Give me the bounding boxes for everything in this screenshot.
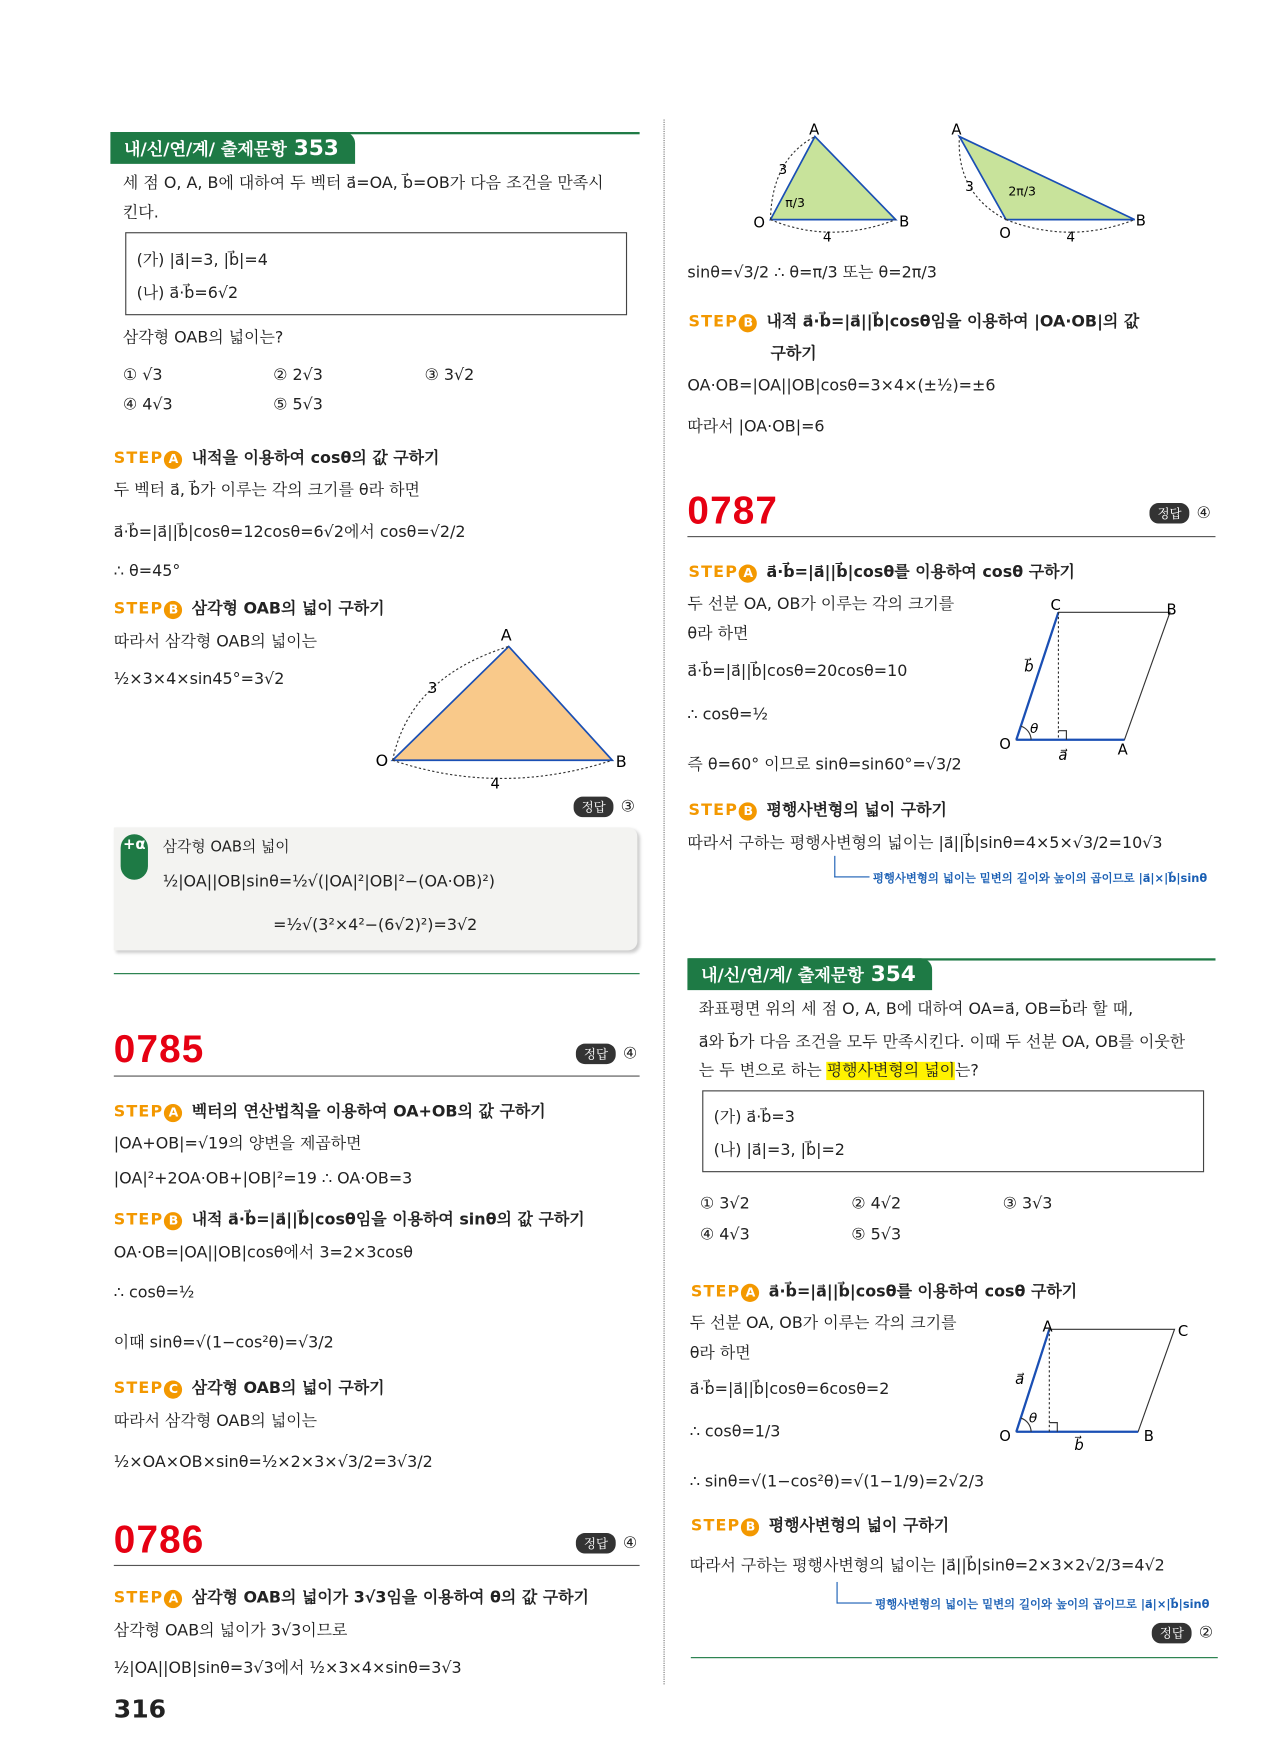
condition: (가) a⃗·b⃗=3	[713, 1108, 795, 1127]
svg-text:A: A	[1117, 741, 1128, 759]
solution-line: θ라 하면	[689, 1344, 751, 1363]
condition: (가) |a⃗|=3, |b⃗|=4	[136, 251, 268, 270]
choice: ⑤ 5√3	[851, 1225, 902, 1244]
step-a: STEP A a⃗·b⃗=|a⃗||b⃗|cosθ를 이용하여 cosθ 구하기	[690, 1282, 1078, 1301]
svg-text:3: 3	[965, 179, 974, 196]
solution-line: a⃗·b⃗=|a⃗||b⃗|cosθ=20cosθ=10	[687, 662, 908, 681]
step-c: STEP C 삼각형 OAB의 넓이 구하기	[113, 1379, 385, 1398]
question-text: 킨다.	[122, 203, 159, 222]
choice: ① √3	[122, 366, 163, 385]
divider	[114, 1565, 640, 1566]
divider	[114, 973, 640, 974]
solution-line: 즉 θ=60° 이므로 sinθ=sin60°=√3/2	[687, 755, 962, 774]
note-pointer	[837, 1582, 872, 1604]
step-title-cont: 구하기	[770, 344, 817, 364]
problem-number: 0785	[113, 1027, 205, 1071]
problem-number: 0787	[687, 489, 779, 533]
step-b: STEP B 평행사변형의 넓이 구하기	[688, 801, 947, 820]
tip-formula: =½√(3²×4²−(6√2)²)=3√2	[273, 916, 478, 935]
choice: ① 3√2	[699, 1195, 750, 1214]
step-a: STEP A 벡터의 연산법칙을 이용하여 OA+OB의 값 구하기	[113, 1102, 546, 1122]
column-divider	[664, 120, 665, 1685]
choice: ③ 3√3	[1002, 1195, 1053, 1214]
parallelogram-diagram	[990, 1309, 1195, 1457]
solution-line: 두 선분 OA, OB가 이루는 각의 크기를	[687, 595, 955, 614]
solution-line: ∴ θ=45°	[113, 562, 181, 581]
choice: ⑤ 5√3	[273, 396, 323, 415]
svg-text:B: B	[1143, 1427, 1154, 1445]
problem-353-header	[110, 132, 354, 164]
header-label: 내/신/연/계/ 출제문항	[124, 138, 287, 160]
question-text: 좌표평면 위의 세 점 O, A, B에 대하여 OA=a⃗, OB=b⃗라 할 때,	[698, 1000, 1134, 1019]
step-a: STEP A a⃗·b⃗=|a⃗||b⃗|cosθ를 이용하여 cosθ 구하기	[688, 563, 1075, 582]
solution-line: 따라서 구하는 평행사변형의 넓이는 |a⃗||b⃗|sinθ=4×5×√3/2=10√3	[687, 834, 1163, 853]
choice: ④ 4√3	[122, 396, 173, 415]
solution-line: 따라서 구하는 평행사변형의 넓이는 |a⃗||b⃗|sinθ=2×3×2√2/3=4√2	[689, 1556, 1165, 1576]
solution-line: a⃗·b⃗=|a⃗||b⃗|cosθ=12cosθ=6√2에서 cosθ=√2/2	[113, 523, 466, 542]
answer-badge: 정답 ③	[574, 797, 635, 817]
solution-line: 이때 sinθ=√(1−cos²θ)=√3/2	[113, 1333, 334, 1353]
plus-alpha-icon: +α	[121, 834, 148, 880]
solution-line: a⃗·b⃗=|a⃗||b⃗|cosθ=6cosθ=2	[689, 1380, 890, 1399]
side-label: 3	[427, 680, 438, 698]
svg-text:A: A	[951, 121, 962, 139]
solution-line: OA·OB=|OA||OB|cosθ에서 3=2×3cosθ	[113, 1243, 414, 1263]
svg-text:A: A	[809, 121, 820, 139]
solution-line: 따라서 |OA·OB|=6	[687, 417, 825, 436]
svg-text:B: B	[1135, 212, 1146, 230]
solution-line: 따라서 삼각형 OAB의 넓이는	[113, 1412, 318, 1431]
point-a-label: A	[500, 625, 512, 645]
svg-text:O: O	[999, 1427, 1011, 1445]
answer-badge: 정답 ④	[576, 1533, 637, 1553]
solution-line: ½×OA×OB×sinθ=½×2×3×√3/2=3√3/2	[113, 1453, 433, 1472]
note-pointer	[834, 856, 869, 878]
svg-text:O: O	[999, 224, 1011, 242]
solution-line: ∴ cosθ=1/3	[689, 1422, 781, 1441]
step-a	[114, 448, 440, 468]
answer-badge: 정답 ②	[1152, 1623, 1213, 1643]
triangle-diagram	[364, 620, 637, 796]
svg-text:3: 3	[778, 162, 788, 179]
triangle-diagrams	[740, 114, 1161, 251]
svg-text:O: O	[999, 735, 1011, 753]
svg-text:π/3: π/3	[785, 195, 805, 211]
solution-line: 삼각형 OAB의 넓이가 3√3이므로	[113, 1621, 348, 1641]
point-b-label: B	[615, 752, 627, 772]
choice: ④ 4√3	[699, 1225, 750, 1244]
svg-text:B: B	[899, 213, 910, 231]
divider	[687, 536, 1215, 537]
answer-badge: 정답 ④	[576, 1044, 637, 1064]
solution-line: ∴ sinθ=√(1−cos²θ)=√(1−1/9)=2√2/3	[689, 1472, 985, 1491]
svg-text:a⃗: a⃗	[1015, 1370, 1025, 1388]
solution-line: OA·OB=|OA||OB|cosθ=3×4×(±½)=±6	[687, 376, 996, 395]
solution-line: ½×3×4×sin45°=3√2	[113, 670, 285, 689]
question-text: 세 점 O, A, B에 대하여 두 벡터 a⃗=OA, b⃗=OB가 다음 조건을 만족시	[122, 174, 604, 193]
header-number: 353	[293, 135, 339, 161]
step-b: STEP B 내적 a⃗·b⃗=|a⃗||b⃗|cosθ임을 이용하여 sinθ의 값 구하기	[113, 1210, 585, 1230]
step-a: STEP A 삼각형 OAB의 넓이가 3√3임을 이용하여 θ의 값 구하기	[113, 1588, 589, 1607]
parallelogram-diagram	[990, 592, 1195, 763]
step-label: STEP A	[114, 450, 183, 468]
footnote: 평행사변형의 넓이는 밑변의 길이와 높이의 곱이므로 |a⃗|×|b⃗|sinθ	[875, 1599, 1210, 1612]
tip-title: 삼각형 OAB의 넓이	[162, 838, 290, 856]
svg-text:4: 4	[822, 229, 832, 246]
question-text: a⃗와 b⃗가 다음 조건을 모두 만족시킨다. 이때 두 선분 OA, OB를 이웃한	[698, 1033, 1186, 1052]
solution-line: 두 선분 OA, OB가 이루는 각의 크기를	[689, 1314, 957, 1333]
svg-text:4: 4	[1066, 229, 1076, 246]
step-b: STEP B 평행사변형의 넓이 구하기	[690, 1517, 950, 1536]
solution-line: ∴ cosθ=½	[113, 1283, 195, 1302]
choice: ③ 3√2	[424, 366, 475, 385]
question-text: 는 두 변으로 하는 평행사변형의 넓이는?	[698, 1061, 979, 1081]
svg-text:a⃗: a⃗	[1058, 747, 1068, 763]
svg-text:C: C	[1050, 597, 1061, 615]
step-b: STEP B 삼각형 OAB의 넓이 구하기	[113, 599, 385, 618]
svg-text:θ: θ	[1028, 1410, 1038, 1427]
svg-text:A: A	[1042, 1318, 1053, 1336]
svg-text:θ: θ	[1029, 720, 1039, 737]
condition: (나) |a⃗|=3, |b⃗|=2	[713, 1141, 845, 1160]
answer-badge: 정답 ④	[1149, 503, 1210, 523]
svg-text:C: C	[1177, 1323, 1189, 1341]
solution-line: sinθ=√3/2 ∴ θ=π/3 또는 θ=2π/3	[687, 264, 937, 283]
page-number: 316	[113, 1695, 167, 1725]
solution-line: θ라 하면	[687, 624, 749, 644]
question-ask: 삼각형 OAB의 넓이는?	[122, 328, 284, 348]
solution-line: |OA|²+2OA·OB+|OB|²=19 ∴ OA·OB=3	[113, 1169, 413, 1189]
solution-line: |OA+OB|=√19의 양변을 제곱하면	[113, 1134, 362, 1153]
divider	[114, 1076, 640, 1077]
solution-line: 따라서 삼각형 OAB의 넓이는	[113, 632, 318, 651]
divider	[691, 1657, 1218, 1658]
tip-formula: ½|OA||OB|sinθ=½√(|OA|²|OB|²−(OA·OB)²)	[162, 872, 496, 892]
choice: ② 2√3	[273, 366, 323, 385]
side-label: 4	[490, 775, 500, 793]
svg-text:B: B	[1166, 601, 1177, 619]
point-o-label: O	[375, 750, 389, 770]
condition: (나) a⃗·b⃗=6√2	[136, 284, 239, 303]
svg-text:b⃗: b⃗	[1024, 658, 1034, 676]
problem-354-header: 내/신/연/계/ 출제문항 354	[687, 958, 931, 990]
svg-text:O: O	[753, 214, 766, 232]
svg-text:b⃗: b⃗	[1074, 1436, 1084, 1454]
problem-number: 0786	[113, 1518, 205, 1562]
solution-line: 두 벡터 a⃗, b⃗가 이루는 각의 크기를 θ라 하면	[113, 481, 420, 500]
highlighted-term: 평행사변형의 넓이	[826, 1061, 956, 1081]
step-b: STEP B 내적 a⃗·b⃗=|a⃗||b⃗|cosθ임을 이용하여 |OA·OB|의 값	[688, 312, 1140, 332]
solution-line: ∴ cosθ=½	[687, 705, 768, 724]
footnote: 평행사변형의 넓이는 밑변의 길이와 높이의 곱이므로 |a⃗|×|b⃗|sinθ	[872, 872, 1208, 886]
svg-text:2π/3: 2π/3	[1008, 183, 1037, 199]
step-title: 내적을 이용하여 cosθ의 값 구하기	[191, 449, 440, 468]
solution-line: ½|OA||OB|sinθ=3√3에서 ½×3×4×sinθ=3√3	[113, 1659, 462, 1678]
choice: ② 4√2	[851, 1195, 902, 1214]
